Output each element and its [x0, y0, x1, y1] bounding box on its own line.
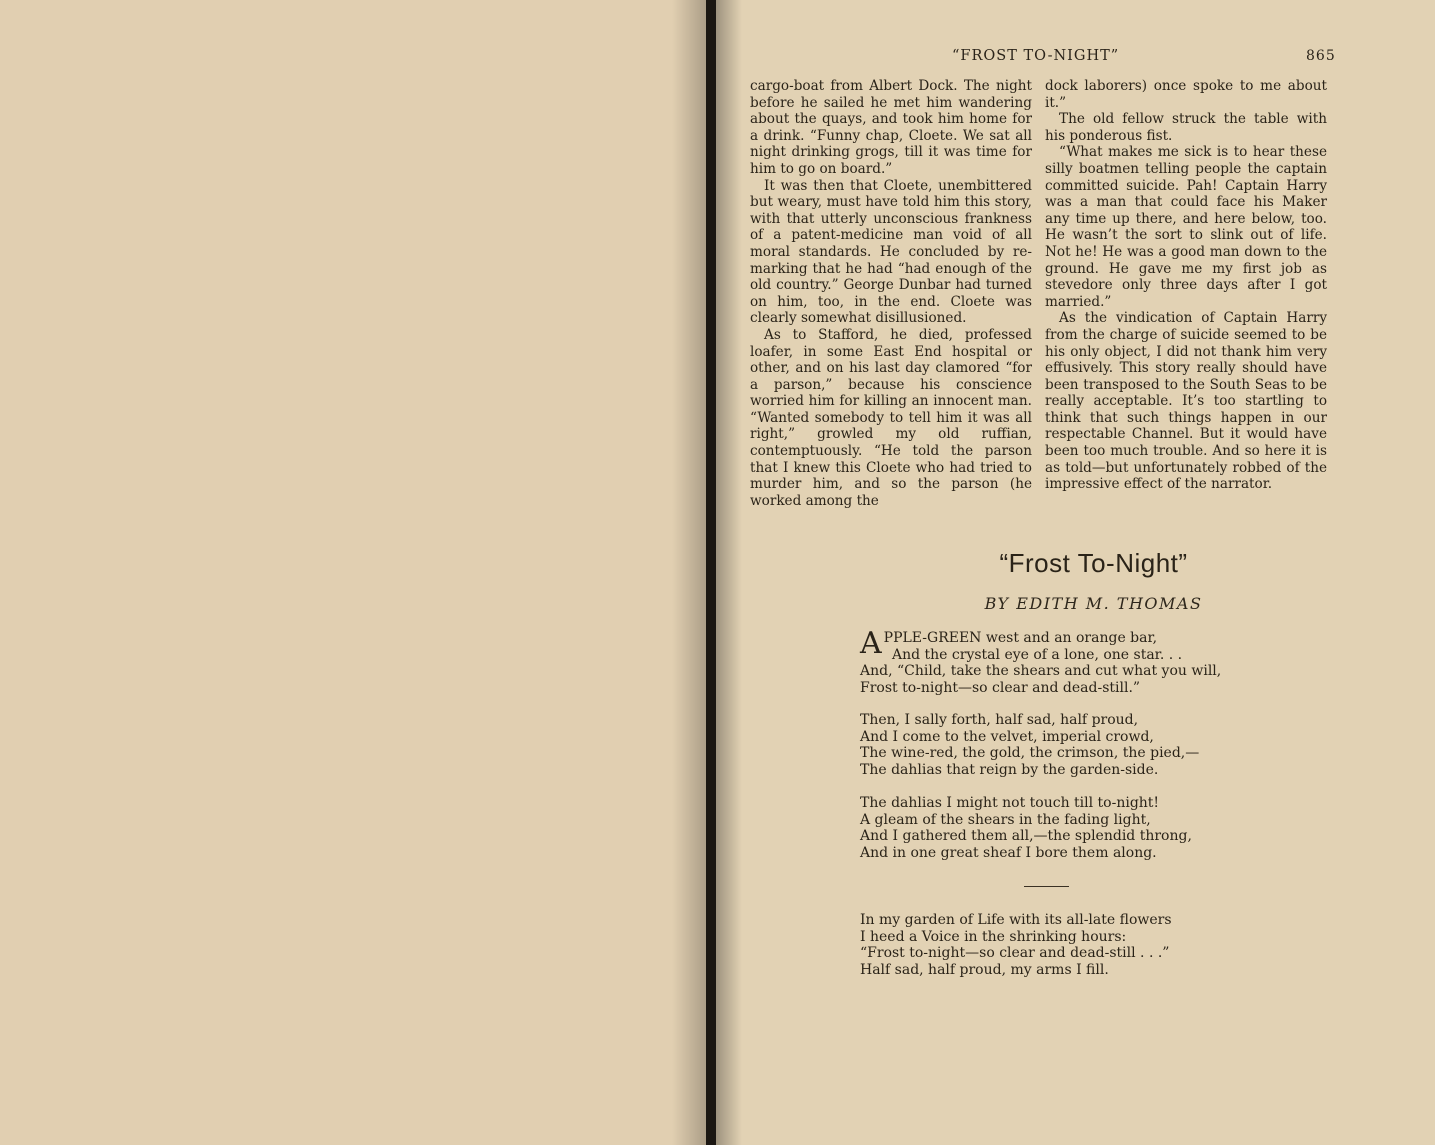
poem-line: Then, I sally forth, half sad, half proud, — [860, 712, 1139, 728]
paragraph: dock laborers) once spoke to me about it.” — [1045, 78, 1327, 111]
right-page — [712, 0, 1435, 1145]
running-title: “FROST TO-NIGHT” — [952, 48, 1120, 64]
poem-line: In my garden of Life with its all-late flowers — [860, 912, 1172, 928]
poem-line: Frost to-night—so clear and dead-still.” — [860, 679, 1141, 696]
poem-line: Half sad, half proud, my arms I fill. — [860, 961, 1109, 978]
poem-line: And in one great sheaf I bore them along. — [860, 844, 1157, 861]
poem-line: “Frost to-night—so clear and dead-still . . .” — [860, 945, 1170, 962]
poem-line: And the crystal eye of a lone, one star. . . — [892, 646, 1183, 663]
poem-line: The wine-red, the gold, the crimson, the pied,— — [860, 745, 1200, 762]
text-column-right — [1045, 78, 1327, 493]
paragraph: “What makes me sick is to hear these silly boatmen telling people the captain committed suicide. Pah! Captain Harry was a man that could face his Maker any time up there, and here below, too. He wasn’t the sort to slink out of life. Not he! He was a good man down to the ground. He gave me my first job as stevedore only three days after I got married.” — [1045, 144, 1327, 310]
paragraph: As to Stafford, he died, professed loafer, in some East End hospital or other, and on his last day clamored “for a parson,” because his conscience worried him for killing an innocent man. “Wanted somebody to tell him it was all right,” growled my old ruffian, contemptuously. “He told the parson that I knew this Cloete who had tried to murder him, and so the parson (he worked among the — [750, 326, 1032, 509]
poem-line: A gleam of the shears in the fading light, — [860, 811, 1151, 828]
poem-line: I heed a Voice in the shrinking hours: — [860, 928, 1127, 945]
poem-stanza-3 — [860, 795, 1280, 861]
text-column-left — [750, 78, 1032, 509]
poem-line: And I come to the velvet, imperial crowd, — [860, 728, 1154, 745]
poem-line: The dahlias that reign by the garden-side. — [860, 761, 1159, 778]
poem-line: And I gathered them all,—the splendid throng, — [860, 828, 1192, 845]
poem-byline: BY EDITH M. THOMAS — [984, 594, 1203, 613]
paragraph: The old fellow struck the table with his ponderous fist. — [1045, 111, 1327, 144]
poem-title: “Frost To-Night” — [999, 548, 1188, 578]
page-number: 865 — [1306, 48, 1336, 64]
poem-stanza-4 — [860, 912, 1280, 978]
section-divider — [1024, 886, 1069, 887]
poem-stanza-2 — [860, 712, 1280, 778]
paragraph: It was then that Cloete, unembittered but weary, must have told him this story, with that utterly unconscious frankness of a patent-medicine man void of all moral standards. He concluded by re-marking that he had “had enough of the old country.” George Dunbar had turned on him, too, in the end. Cloete was clearly somewhat disillusioned. — [750, 177, 1032, 327]
paragraph: As the vindication of Captain Harry from the charge of suicide seemed to be his only object, I did not thank him very effusively. This story really should have been transposed to the South Seas to be really acceptable. It’s too startling to think that such things happen in our respectable Channel. But it would have been too much trouble. And so here it is as told—but unfortunately robbed of the impressive effect of the narrator. — [1045, 310, 1327, 493]
poem-stanza-1 — [860, 626, 1280, 696]
poem-line-text: PPLE-GREEN west and an orange bar, — [883, 630, 1158, 646]
book-binding — [706, 0, 716, 1145]
paragraph: cargo-boat from Albert Dock. The night before he sailed he met him wandering about the quays, and took him home for a drink. “Funny chap, Cloete. We sat all night drinking grogs, till it was time for him to go on board.” — [750, 78, 1032, 177]
drop-cap: A — [860, 626, 882, 661]
poem-line: The dahlias I might not touch till to-night! — [860, 795, 1160, 811]
poem-line: And, “Child, take the shears and cut what you will, — [860, 663, 1222, 680]
left-page — [0, 0, 712, 1145]
